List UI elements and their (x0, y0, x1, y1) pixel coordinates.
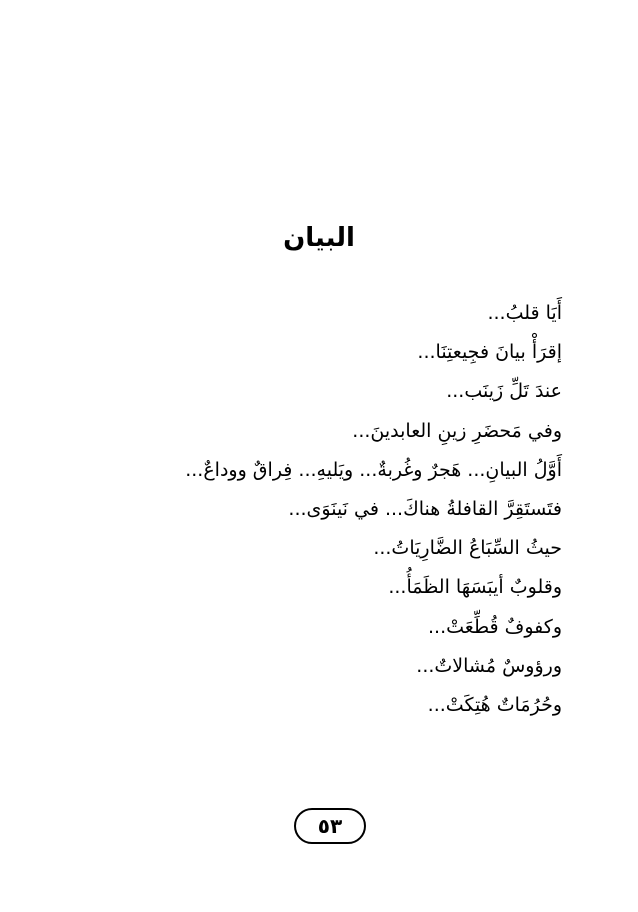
poem-line: أَوَّلُ البيانِ... هَجرٌ وغُربةٌ... ويَليهِ... فِراقٌ ووداعٌ... (185, 458, 562, 481)
poem-body (52, 300, 562, 731)
poem-line: إقرَأْ بيانَ فجِيعتِنَا... (417, 341, 562, 364)
poem-line: وفي مَحضَرِ زينِ العابدينَ... (352, 419, 562, 442)
poem-line: وقلوبٌ أيبَسَهَا الظَمَأُ... (388, 576, 562, 599)
page-number-badge: ٥٣ (294, 808, 366, 844)
page-title: البيان (283, 223, 355, 253)
poem-line: عندَ تَلِّ زَينَب... (446, 380, 562, 403)
poem-line: ورؤوسٌ مُشالاتٌ... (416, 654, 562, 677)
poem-line: وحُرُمَاتٌ هُتِكَتْ... (427, 693, 562, 716)
poem-line: فتَستَقِرَّ القافلةُ هناكَ... في نَينَوَى... (288, 497, 562, 520)
poem-line: وكفوفٌ قُطِّعَتْ... (428, 615, 562, 638)
poem-line: أَيَا قلبُ... (487, 302, 562, 324)
poem-line: حيثُ السِّبَاعُ الضَّارِيَاتُ... (373, 537, 562, 560)
